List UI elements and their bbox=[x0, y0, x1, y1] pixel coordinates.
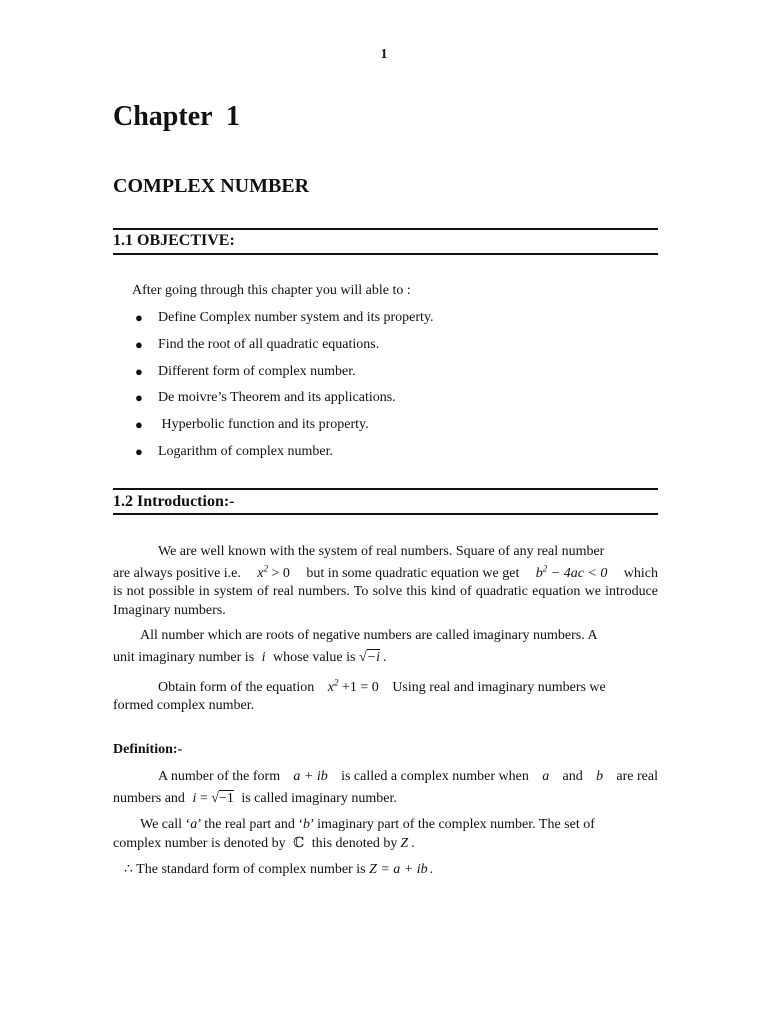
definition-line5: ∴ The standard form of complex number is Z = a + ib . bbox=[124, 862, 434, 877]
bullet-icon: ● bbox=[135, 310, 143, 325]
sqrt-symbol-icon: √ bbox=[211, 791, 219, 806]
section-rule-bottom bbox=[113, 253, 658, 255]
intro-p3-line2: formed complex number. bbox=[113, 698, 255, 713]
page-number: 1 bbox=[380, 47, 388, 62]
list-item: ● Logarithm of complex number. bbox=[132, 439, 434, 466]
sqrt-neg-i: −i bbox=[366, 650, 381, 665]
definition-label: Definition:- bbox=[113, 742, 183, 757]
definition-line2: numbers and i = √−1 is called imaginary number. bbox=[113, 791, 397, 806]
inequality-x-squared: $x^2 > 0$ bbox=[257, 563, 290, 581]
intro-p2-line2: unit imaginary number is i whose value is √−i . bbox=[113, 650, 387, 665]
bullet-icon: ● bbox=[135, 443, 143, 459]
chapter-title: Chapter 1 bbox=[113, 101, 241, 132]
intro-p1-rest: is not possible in system of real numbers. To solve this kind of quadratic equation we introduce Imaginary numbers. bbox=[113, 584, 658, 618]
section-heading-objective: 1.1 OBJECTIVE: bbox=[113, 232, 235, 249]
section-rule-top bbox=[113, 228, 658, 230]
section-rule-bottom bbox=[113, 513, 658, 515]
sqrt-symbol-icon: √ bbox=[358, 650, 367, 665]
section-heading-introduction: 1.2 Introduction:- bbox=[113, 493, 235, 510]
inequality-discriminant: $b^2 - 4ac < 0$ bbox=[535, 563, 608, 581]
intro-p1-line2: are always positive i.e. $x^2 > 0$ but in some quadratic equation we get $b^2 - 4ac < 0$ which bbox=[113, 563, 658, 581]
chapter-subject: COMPLEX NUMBER bbox=[113, 175, 310, 197]
section-rule-top bbox=[113, 488, 658, 490]
list-item: ● Hyperbolic function and its property. bbox=[132, 412, 434, 439]
list-item: ● Find the root of all quadratic equations. bbox=[132, 332, 434, 359]
definition-line4: complex number is denoted by ℂ this denoted by Z . bbox=[113, 836, 415, 851]
bullet-icon: ● bbox=[135, 363, 143, 379]
objective-intro: After going through this chapter you will able to : bbox=[132, 283, 411, 298]
intro-p3-line1: Obtain form of the equation $x^2 +1 = 0$ Using real and imaginary numbers we bbox=[158, 677, 606, 695]
list-item: ● De moivre’s Theorem and its applications. bbox=[132, 385, 434, 412]
objective-list bbox=[132, 305, 434, 466]
therefore-symbol-icon: ∴ bbox=[124, 862, 133, 877]
bullet-icon: ● bbox=[135, 417, 143, 433]
intro-p1-line1: We are well known with the system of real numbers. Square of any real number bbox=[158, 544, 605, 559]
definition-line1: A number of the form a + ib is called a complex number when a and b are real bbox=[158, 769, 658, 784]
bullet-icon: ● bbox=[135, 390, 143, 406]
definition-line3: We call ‘a’ the real part and ‘b’ imaginary part of the complex number. The set of bbox=[140, 817, 595, 832]
list-item: ● Define Complex number system and its property. bbox=[132, 305, 434, 332]
list-item: ● Different form of complex number. bbox=[132, 359, 434, 386]
intro-p2-line1: All number which are roots of negative numbers are called imaginary numbers. A bbox=[140, 628, 598, 643]
bullet-icon: ● bbox=[135, 336, 143, 352]
